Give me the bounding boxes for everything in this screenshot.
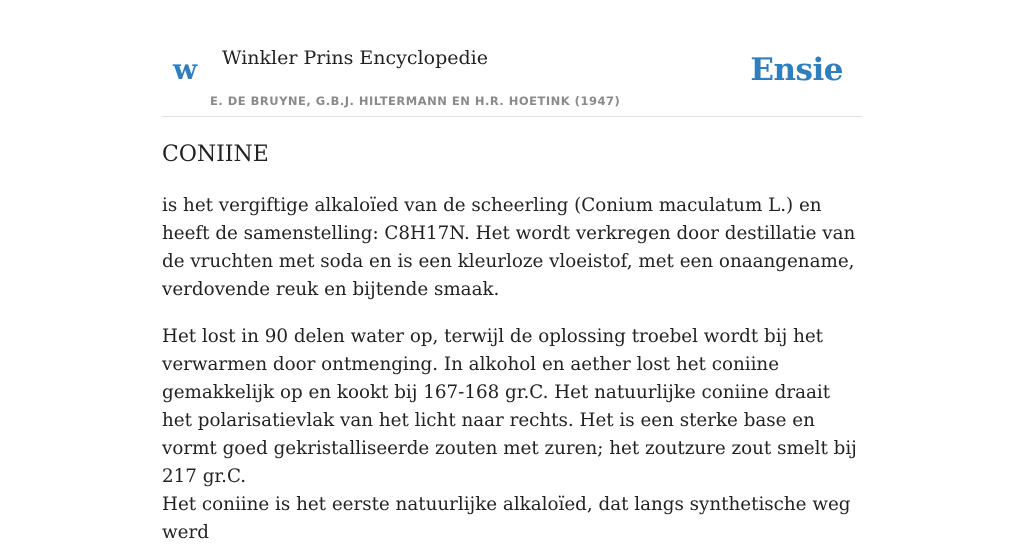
article-body xyxy=(162,138,862,543)
authors-line: E. DE BRUYNE, G.B.J. HILTERMANN EN H.R. HOETINK (1947) xyxy=(210,94,621,108)
ensie-brand-logo[interactable]: Ensie xyxy=(750,52,843,88)
article-paragraph-3: Het coniine is het eerste natuurlijke alkaloïed, dat langs synthetische weg werd xyxy=(162,494,851,543)
winkler-prins-logo[interactable]: w xyxy=(173,53,198,86)
article-paragraph-1: is het vergiftige alkaloïed van de scheerling (Conium maculatum L.) en heeft de samenstelling: C8H17N. Het wordt verkregen door destillatie van de vruchten met soda en is een kleurloze vloeistof, met een onaangename, verdovende reuk en bijtende smaak. xyxy=(162,195,856,300)
site-header xyxy=(162,0,862,117)
article-paragraph-2: Het lost in 90 delen water op, terwijl de oplossing troebel wordt bij het verwarmen door ontmenging. In alkohol en aether lost het coniine gemakkelijk op en kookt bij 167-168 gr.C. Het natuurlijke coniine draait het polarisatievlak van het licht naar rechts. Het is een sterke base en vormt goed gekristalliseerde zouten met zuren; het zoutzure zout smelt bij 217 gr.C. xyxy=(162,326,857,487)
article-headword: CONIINE xyxy=(162,142,269,167)
encyclopedia-title-link[interactable]: Winkler Prins Encyclopedie xyxy=(222,47,488,69)
